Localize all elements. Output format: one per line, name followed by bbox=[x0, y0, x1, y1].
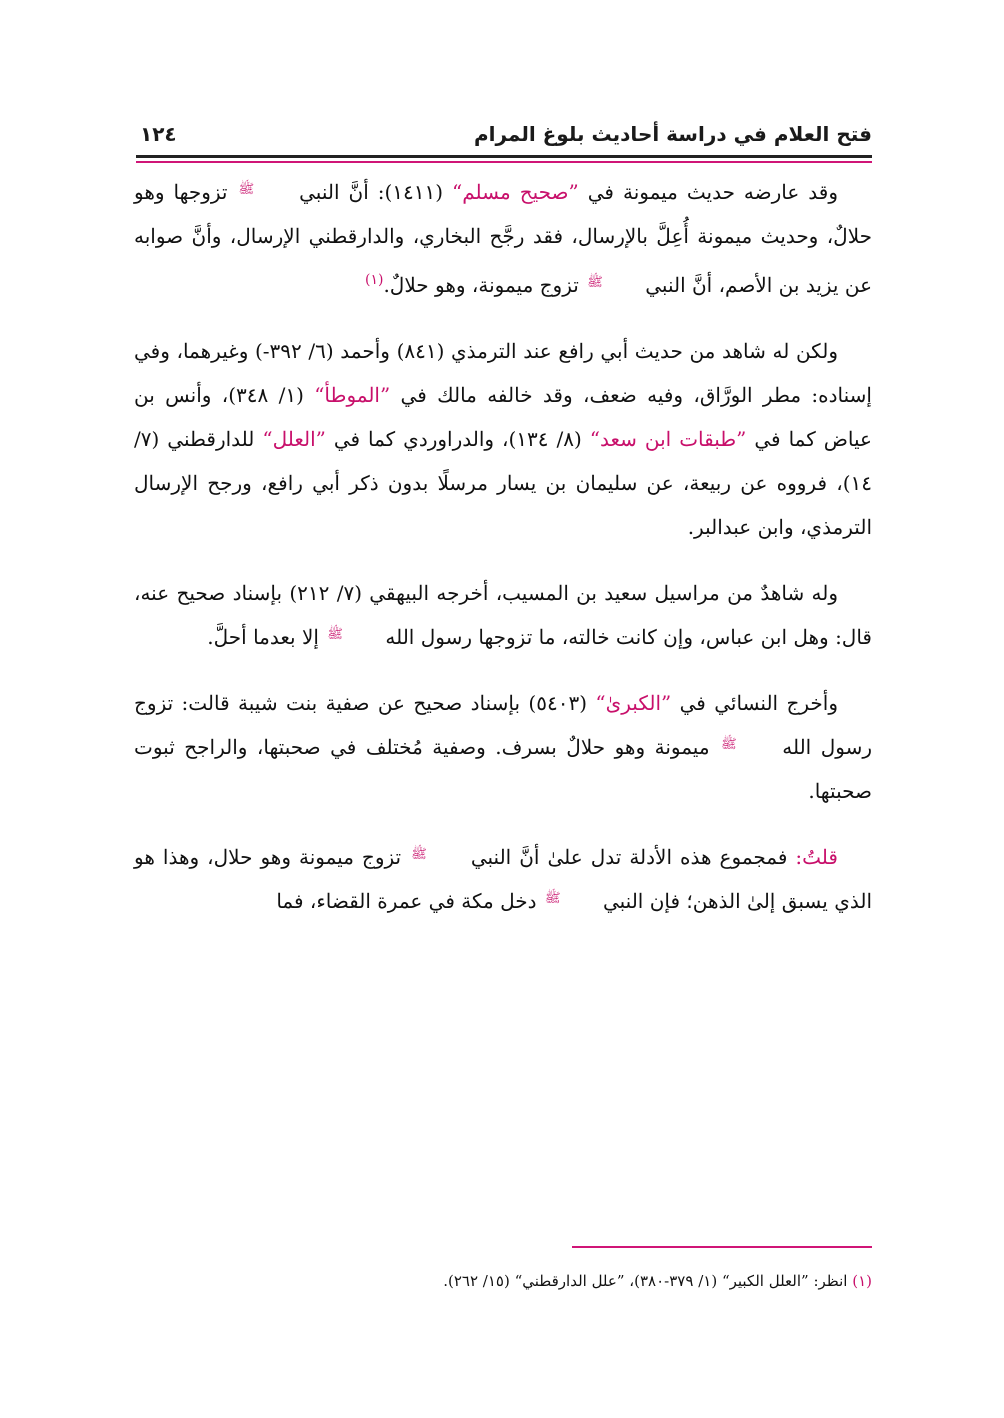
text-run: (١/ ٣٧٩-٣٨٠)، bbox=[624, 1272, 722, 1290]
footnote-marker[interactable]: (١) bbox=[364, 272, 384, 288]
main-text bbox=[134, 170, 872, 923]
paragraph-4 bbox=[134, 681, 872, 813]
text-run: تزوج ميمونة، وهو حلالٌ. bbox=[383, 273, 586, 297]
text-run: تزوج ميمونة وهو حلال، وهذا هو الذي يسبق إلىٰ الذهن؛ فإن النبي bbox=[134, 845, 872, 913]
source-citation: ”العلل الكبير“ bbox=[721, 1272, 809, 1290]
header-rule-thick bbox=[136, 155, 872, 158]
source-citation: ”صحيح مسلم“ bbox=[452, 180, 579, 204]
text-run: (١/ ٣٤٨)، وأنس بن عياض كما في bbox=[134, 383, 872, 451]
header-rule-accent bbox=[136, 161, 872, 163]
source-citation: ”الموطأ“ bbox=[314, 383, 391, 407]
text-run: وقد عارضه حديث ميمونة في bbox=[578, 180, 839, 204]
paragraph-2 bbox=[134, 329, 872, 549]
paragraph-1 bbox=[134, 170, 872, 307]
source-citation: ”الكبرىٰ“ bbox=[595, 691, 672, 715]
text-run: فمجموع هذه الأدلة تدل علىٰ أنَّ النبي bbox=[462, 845, 796, 869]
text-run: ولكن له شاهد من حديث أبي رافع عند الترمذي (٨٤١) وأحمد (٦/ ٣٩٢-) وغيرهما، وفي إسناده: مطر الورَّاق، وفيه ضعف، وقد خالفه مالك في bbox=[134, 339, 872, 407]
text-run: وأخرج النسائي في bbox=[671, 691, 838, 715]
text-run: (١٥/ ٢٦٢). bbox=[443, 1272, 515, 1290]
source-citation: ”علل الدارقطني“ bbox=[514, 1272, 625, 1290]
text-run: وله شاهدٌ من مراسيل سعيد بن المسيب، أخرجه البيهقي (٧/ ٢١٢) بإسناد صحيح عنه، قال: وهل ابن عباس، وإن كانت خالته، ما تزوجها رسول الله bbox=[134, 581, 872, 649]
salawat-glyph: ﷺ bbox=[721, 737, 737, 752]
page-number: ١٢٤ bbox=[140, 122, 177, 146]
text-run: للدارقطني (٧/ ١٤)، فرووه عن ربيعة، عن سليمان بن يسار مرسلًا بدون ذكر أبي رافع، ورجح الإرسال الترمذي، وابن عبدالبر. bbox=[134, 427, 872, 539]
text-run: ميمونة وهو حلالٌ بسرف. وصفية مُختلف في صحبتها، والراجح ثبوت صحبتها. bbox=[134, 735, 872, 803]
footnote-separator bbox=[572, 1246, 872, 1248]
text-run: تزوجها وهو حلالٌ، وحديث ميمونة أُعِلَّ بالإرسال، فقد رجَّح البخاري، والدارقطني الإرسال، وأنَّ صوابه عن يزيد بن الأصم، أنَّ النبي bbox=[134, 180, 872, 297]
salawat-glyph: ﷺ bbox=[411, 847, 427, 862]
source-citation: ”طبقات ابن سعد“ bbox=[589, 427, 747, 451]
author-note-label: قلتُ: bbox=[795, 845, 838, 869]
salawat-glyph: ﷺ bbox=[238, 182, 255, 197]
text-run: انظر: bbox=[808, 1272, 853, 1290]
salawat-glyph: ﷺ bbox=[327, 627, 343, 642]
text-run: دخل مكة في عمرة القضاء، فما bbox=[276, 889, 543, 913]
footnote-1 bbox=[134, 1268, 872, 1294]
text-run: إلا بعدما أحلَّ. bbox=[207, 625, 326, 649]
text-run: (٨/ ١٣٤)، والدراوردي كما في bbox=[325, 427, 590, 451]
text-run: (١٤١١): أنَّ النبي bbox=[290, 180, 453, 204]
text-run: (٥٤٠٣) بإسناد صحيح عن صفية بنت شيبة قالت: تزوج رسول الله bbox=[134, 691, 872, 759]
footnote-number: (١) bbox=[852, 1272, 872, 1290]
paragraph-5 bbox=[134, 835, 872, 923]
salawat-glyph: ﷺ bbox=[544, 891, 561, 906]
salawat-glyph: ﷺ bbox=[587, 275, 603, 290]
running-title: فتح العلام في دراسة أحاديث بلوغ المرام bbox=[473, 122, 872, 146]
paragraph-3 bbox=[134, 571, 872, 659]
source-citation: ”العلل“ bbox=[262, 427, 326, 451]
page-header bbox=[136, 118, 872, 154]
